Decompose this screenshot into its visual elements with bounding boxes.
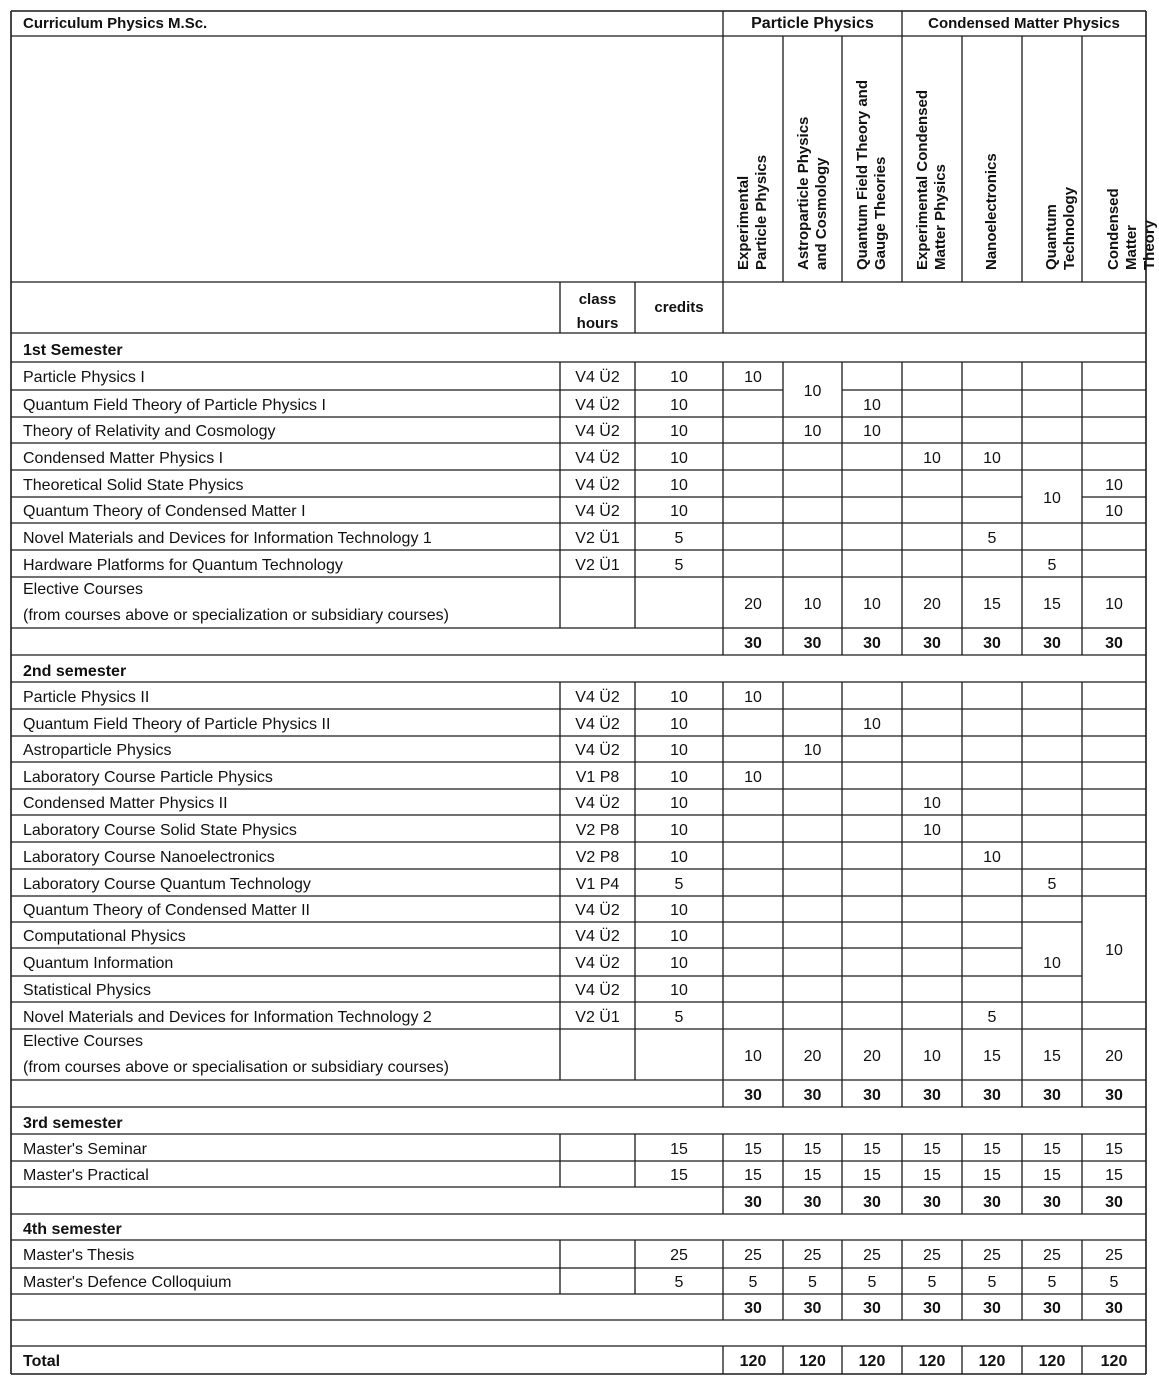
course-credits-14: 10 — [670, 821, 688, 839]
cell-23-2: 15 — [863, 1140, 881, 1158]
course-credits-7: 5 — [674, 556, 684, 574]
semester-title-1: 1st Semester — [23, 341, 123, 359]
credits-header: credits — [654, 298, 704, 316]
course-name-17: Quantum Theory of Condensed Matter II — [23, 902, 310, 919]
semester-3-sum-2: 30 — [863, 1193, 881, 1211]
cell-26-0: 5 — [748, 1274, 758, 1291]
cell-6-4: 5 — [987, 529, 997, 547]
semester-title-3: 3rd semester — [23, 1114, 123, 1132]
course-name-6: Novel Materials and Devices for Information Technology 1 — [23, 529, 432, 547]
cell-25-2: 25 — [863, 1247, 881, 1264]
total-value-1: 120 — [799, 1353, 826, 1370]
column-header-0-line-0: Experimental — [735, 175, 752, 270]
cell-22-6: 20 — [1105, 1047, 1123, 1065]
course-credits-0: 10 — [670, 369, 688, 386]
course-name-18: Computational Physics — [23, 928, 186, 945]
cell-16-5: 5 — [1047, 875, 1057, 893]
course-credits-26: 5 — [674, 1274, 684, 1291]
course-credits-21: 5 — [674, 1008, 684, 1026]
cell-25-0: 25 — [744, 1247, 762, 1264]
semester-1-sum-6: 30 — [1105, 634, 1123, 652]
column-header-0-line-1: Particle Physics — [753, 154, 770, 270]
course-name-23: Master's Seminar — [23, 1140, 147, 1158]
class-hours-header-line-0: class — [578, 291, 617, 308]
course-name-2: Theory of Relativity and Cosmology — [23, 423, 276, 440]
semester-4-sum-6: 30 — [1105, 1300, 1123, 1317]
column-header-5-line-0: Quantum Technology — [1043, 186, 1078, 270]
course-hours-10: V4 Ü2 — [575, 715, 620, 733]
cell-8-4: 15 — [983, 595, 1001, 613]
cell-23-1: 15 — [803, 1140, 822, 1158]
course-credits-9: 10 — [670, 688, 688, 706]
semester-4-sum-3: 30 — [923, 1300, 941, 1317]
column-header-2-line-0: Quantum Field Theory and — [854, 79, 871, 270]
course-hours-17: V4 Ü2 — [575, 902, 620, 919]
course-name-16: Laboratory Course Quantum Technology — [23, 875, 311, 893]
course-name-9: Particle Physics II — [23, 688, 150, 706]
course-credits-6: 5 — [674, 529, 684, 547]
course-name-12: Laboratory Course Particle Physics — [23, 768, 273, 786]
course-name-8-line-0: Elective Courses — [23, 581, 144, 598]
course-hours-4: V4 Ü2 — [575, 476, 620, 494]
semester-2-sum-3: 30 — [923, 1086, 941, 1104]
course-hours-21: V2 Ü1 — [575, 1008, 620, 1026]
course-hours-1: V4 Ü2 — [575, 396, 620, 414]
course-hours-12: V1 P8 — [575, 768, 620, 786]
cell-26-3: 5 — [927, 1274, 937, 1291]
cell-4-5: 10 — [1043, 489, 1061, 507]
cell-26-2: 5 — [867, 1274, 877, 1291]
course-credits-25: 25 — [670, 1247, 688, 1264]
course-name-13: Condensed Matter Physics II — [23, 795, 228, 812]
cell-10-2: 10 — [863, 715, 881, 733]
course-credits-3: 10 — [670, 449, 688, 467]
course-name-19: Quantum Information — [23, 955, 174, 972]
semester-4-sum-5: 30 — [1043, 1300, 1061, 1317]
course-hours-11: V4 Ü2 — [575, 742, 620, 759]
course-hours-20: V4 Ü2 — [575, 982, 620, 999]
cell-24-4: 15 — [983, 1167, 1001, 1184]
cell-24-1: 15 — [803, 1167, 822, 1184]
total-value-5: 120 — [1038, 1353, 1066, 1370]
cell-13-3: 10 — [923, 795, 941, 812]
course-name-3: Condensed Matter Physics I — [23, 449, 224, 467]
cell-23-4: 15 — [983, 1140, 1001, 1158]
cell-22-3: 10 — [923, 1047, 941, 1065]
cell-25-4: 25 — [983, 1247, 1001, 1264]
course-credits-20: 10 — [670, 982, 688, 999]
semester-4-sum-2: 30 — [863, 1300, 881, 1317]
semester-1-sum-3: 30 — [923, 634, 941, 652]
course-hours-15: V2 P8 — [575, 848, 620, 866]
cell-26-6: 5 — [1109, 1274, 1119, 1291]
course-name-8-line-1: (from courses above or specialization or subsidiary courses) — [23, 607, 449, 624]
course-name-7: Hardware Platforms for Quantum Technology — [23, 556, 343, 574]
course-name-4: Theoretical Solid State Physics — [23, 476, 244, 494]
total-value-4: 120 — [978, 1353, 1006, 1370]
cell-8-6: 10 — [1105, 595, 1123, 613]
semester-4-sum-1: 30 — [803, 1300, 822, 1317]
cell-8-5: 15 — [1043, 595, 1061, 613]
course-credits-19: 10 — [670, 955, 688, 972]
course-name-5: Quantum Theory of Condensed Matter I — [23, 503, 306, 520]
class-hours-header-line-1: hours — [576, 315, 619, 332]
semester-3-sum-4: 30 — [983, 1193, 1001, 1211]
cell-23-0: 15 — [744, 1140, 762, 1158]
cell-25-6: 25 — [1105, 1247, 1123, 1264]
cell-8-2: 10 — [863, 595, 881, 613]
cell-3-3: 10 — [923, 449, 941, 467]
course-hours-16: V1 P4 — [575, 875, 620, 893]
cell-2-1: 10 — [803, 423, 822, 440]
cell-24-3: 15 — [923, 1167, 941, 1184]
cell-9-0: 10 — [744, 688, 762, 706]
cell-0-0: 10 — [744, 369, 762, 386]
cell-23-6: 15 — [1105, 1140, 1123, 1158]
course-hours-5: V4 Ü2 — [575, 503, 620, 520]
semester-4-sum-0: 30 — [744, 1300, 762, 1317]
course-hours-7: V2 Ü1 — [575, 556, 620, 574]
cell-22-2: 20 — [863, 1047, 881, 1065]
course-hours-0: V4 Ü2 — [575, 369, 620, 386]
course-credits-2: 10 — [670, 423, 688, 440]
cell-24-5: 15 — [1043, 1167, 1061, 1184]
course-hours-18: V4 Ü2 — [575, 928, 620, 945]
cell-24-6: 15 — [1105, 1167, 1123, 1184]
course-credits-13: 10 — [670, 795, 688, 812]
column-header-4-line-0: Nanoelectronics — [983, 153, 1000, 270]
cell-0-1: 10 — [803, 382, 822, 400]
cell-17-6: 10 — [1105, 942, 1123, 959]
page-title: Curriculum Physics M.Sc. — [23, 14, 208, 32]
course-credits-10: 10 — [670, 715, 688, 733]
course-credits-11: 10 — [670, 742, 688, 759]
total-value-3: 120 — [918, 1353, 946, 1370]
course-name-15: Laboratory Course Nanoelectronics — [23, 848, 275, 866]
cell-5-6: 10 — [1105, 503, 1123, 520]
cell-3-4: 10 — [983, 449, 1001, 467]
cell-8-0: 20 — [744, 595, 762, 613]
column-header-2-line-1: Gauge Theories — [872, 156, 889, 270]
course-hours-3: V4 Ü2 — [575, 449, 620, 467]
cell-24-0: 15 — [744, 1167, 762, 1184]
semester-3-sum-1: 30 — [803, 1193, 822, 1211]
semester-title-4: 4th semester — [23, 1221, 122, 1238]
cell-22-1: 20 — [803, 1047, 822, 1065]
cell-26-4: 5 — [987, 1274, 997, 1291]
course-name-26: Master's Defence Colloquium — [23, 1274, 232, 1291]
semester-2-sum-1: 30 — [803, 1086, 822, 1104]
cell-8-1: 10 — [803, 595, 822, 613]
course-credits-23: 15 — [670, 1140, 688, 1158]
column-header-1-line-1: and Cosmology — [812, 157, 830, 270]
semester-1-sum-1: 30 — [803, 634, 822, 652]
cell-21-4: 5 — [987, 1008, 997, 1026]
course-name-25: Master's Thesis — [23, 1247, 135, 1264]
semester-2-sum-6: 30 — [1105, 1086, 1123, 1104]
cell-2-2: 10 — [863, 423, 881, 440]
course-hours-19: V4 Ü2 — [575, 955, 620, 972]
course-credits-24: 15 — [670, 1167, 688, 1184]
column-header-3-line-0: Experimental Condensed — [914, 89, 931, 270]
semester-3-sum-0: 30 — [744, 1193, 762, 1211]
course-credits-1: 10 — [670, 396, 688, 414]
course-name-1: Quantum Field Theory of Particle Physics I — [23, 396, 326, 414]
cell-19-5: 10 — [1043, 955, 1061, 972]
course-hours-6: V2 Ü1 — [575, 529, 620, 547]
course-name-20: Statistical Physics — [23, 982, 152, 999]
course-credits-5: 10 — [670, 503, 688, 520]
semester-3-sum-6: 30 — [1105, 1193, 1123, 1211]
total-value-0: 120 — [739, 1353, 767, 1370]
cell-22-5: 15 — [1043, 1047, 1061, 1065]
course-credits-17: 10 — [670, 902, 688, 919]
course-name-11: Astroparticle Physics — [23, 742, 172, 759]
cell-11-1: 10 — [803, 742, 822, 759]
cell-24-2: 15 — [863, 1167, 881, 1184]
column-header-6-line-0: Condensed Matter Theory — [1105, 188, 1158, 270]
column-header-3-line-1: Matter Physics — [932, 164, 949, 270]
course-hours-14: V2 P8 — [575, 821, 620, 839]
cell-4-6: 10 — [1105, 476, 1123, 494]
cell-25-5: 25 — [1043, 1247, 1061, 1264]
course-hours-2: V4 Ü2 — [575, 423, 620, 440]
semester-3-sum-5: 30 — [1043, 1193, 1061, 1211]
cell-22-4: 15 — [983, 1047, 1001, 1065]
course-name-0: Particle Physics I — [23, 369, 145, 386]
semester-2-sum-4: 30 — [983, 1086, 1001, 1104]
semester-3-sum-3: 30 — [923, 1193, 941, 1211]
course-credits-18: 10 — [670, 928, 688, 945]
semester-1-sum-2: 30 — [863, 634, 881, 652]
cell-8-3: 20 — [923, 595, 941, 613]
semester-1-sum-5: 30 — [1043, 634, 1061, 652]
semester-title-2: 2nd semester — [23, 662, 127, 680]
course-name-14: Laboratory Course Solid State Physics — [23, 821, 297, 839]
cell-15-4: 10 — [983, 848, 1001, 866]
course-name-21: Novel Materials and Devices for Information Technology 2 — [23, 1008, 432, 1026]
cell-14-3: 10 — [923, 821, 941, 839]
course-credits-12: 10 — [670, 768, 688, 786]
cell-22-0: 10 — [744, 1047, 762, 1065]
course-name-22-line-1: (from courses above or specialisation or subsidiary courses) — [23, 1059, 449, 1076]
cell-26-5: 5 — [1047, 1274, 1057, 1291]
cell-26-1: 5 — [808, 1274, 817, 1291]
semester-2-sum-5: 30 — [1043, 1086, 1061, 1104]
group-condensed-matter-physics: Condensed Matter Physics — [928, 14, 1120, 32]
total-value-6: 120 — [1100, 1353, 1128, 1370]
semester-1-sum-4: 30 — [983, 634, 1001, 652]
cell-23-3: 15 — [923, 1140, 941, 1158]
group-particle-physics: Particle Physics — [751, 14, 874, 32]
semester-2-sum-0: 30 — [744, 1086, 762, 1104]
cell-12-0: 10 — [744, 768, 762, 786]
cell-1-2: 10 — [863, 396, 881, 414]
semester-4-sum-4: 30 — [983, 1300, 1001, 1317]
course-hours-13: V4 Ü2 — [575, 795, 620, 812]
course-credits-15: 10 — [670, 848, 688, 866]
semester-2-sum-2: 30 — [863, 1086, 881, 1104]
cell-23-5: 15 — [1043, 1140, 1061, 1158]
cell-25-3: 25 — [923, 1247, 941, 1264]
cell-7-5: 5 — [1047, 556, 1057, 574]
course-credits-4: 10 — [670, 476, 688, 494]
cell-25-1: 25 — [803, 1247, 822, 1264]
total-label: Total — [23, 1353, 61, 1370]
course-hours-9: V4 Ü2 — [575, 688, 620, 706]
semester-1-sum-0: 30 — [744, 634, 762, 652]
course-name-10: Quantum Field Theory of Particle Physics II — [23, 715, 331, 733]
column-header-1-line-0: Astroparticle Physics — [794, 116, 812, 270]
total-value-2: 120 — [858, 1353, 886, 1370]
course-name-24: Master's Practical — [23, 1167, 149, 1184]
course-credits-16: 5 — [674, 875, 684, 893]
course-name-22-line-0: Elective Courses — [23, 1033, 144, 1050]
